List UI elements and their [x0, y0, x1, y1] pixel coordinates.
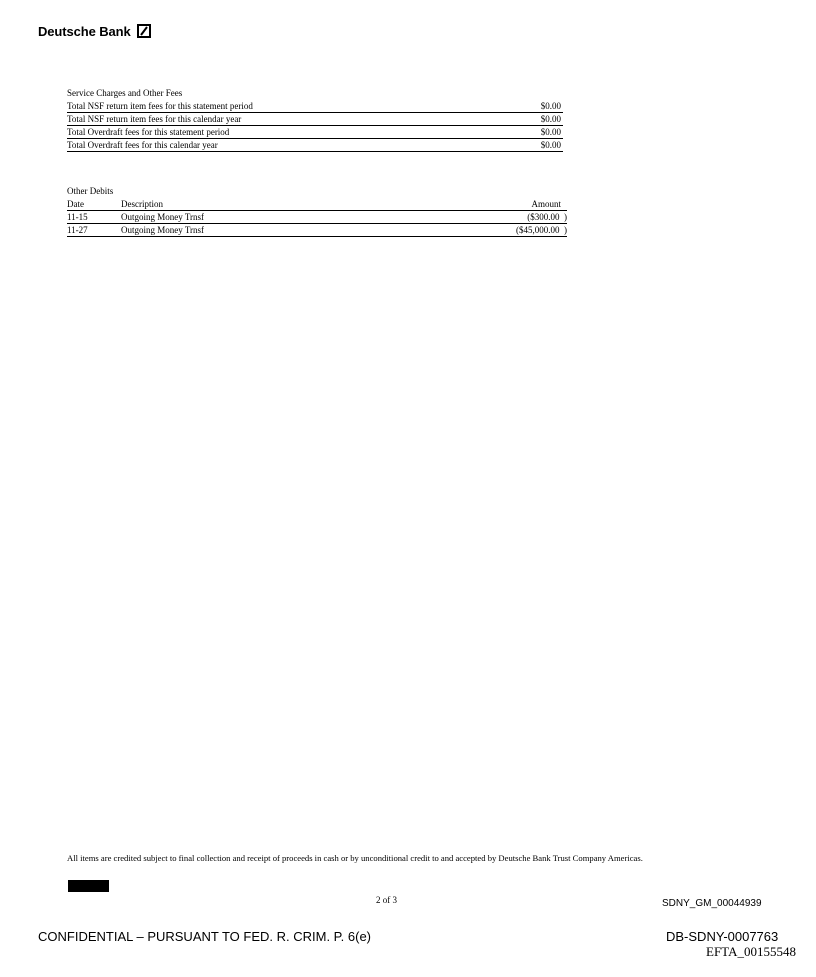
fee-label: Total Overdraft fees for this statement period	[67, 127, 230, 137]
bates-number: DB-SDNY-0007763	[666, 929, 779, 944]
fee-label: Total Overdraft fees for this calendar year	[67, 140, 218, 150]
disclaimer: All items are credited subject to final collection and receipt of proceeds in cash or by unconditional credit to and accepted by Deutsche Bank Trust Company Americas.	[67, 853, 643, 863]
fee-row	[67, 100, 563, 113]
fee-row	[67, 139, 563, 152]
fee-value: $0.00	[540, 127, 561, 137]
deutsche-bank-logo-icon	[137, 24, 151, 38]
debit-description: Outgoing Money Trnsf	[121, 212, 205, 222]
section-title: Other Debits	[67, 186, 114, 196]
fee-value: $0.00	[540, 140, 561, 150]
document-id: SDNY_GM_00044939	[662, 898, 762, 909]
fee-value: $0.00	[540, 114, 561, 124]
fee-label: Total NSF return item fees for this calendar year	[67, 114, 242, 124]
debit-amount: ($45,000.00 )	[516, 225, 567, 235]
confidential-notice: CONFIDENTIAL – PURSUANT TO FED. R. CRIM. P. 6(e)	[38, 929, 372, 944]
fee-value: $0.00	[540, 101, 561, 111]
table-header	[67, 198, 567, 211]
column-header-description: Description	[121, 199, 163, 209]
fee-row	[67, 126, 563, 139]
debit-amount: ($300.00 )	[527, 212, 567, 222]
table-row	[67, 224, 567, 237]
page-number: 2 of 3	[376, 895, 397, 905]
other-debits-section	[67, 185, 567, 237]
column-header-amount: Amount	[531, 199, 561, 209]
debit-date: 11-15	[67, 212, 88, 222]
debit-date: 11-27	[67, 225, 88, 235]
fee-label: Total NSF return item fees for this statement period	[67, 101, 253, 111]
section-title: Service Charges and Other Fees	[67, 88, 183, 98]
service-charges-section	[67, 87, 563, 152]
debit-description: Outgoing Money Trnsf	[121, 225, 205, 235]
header	[38, 24, 151, 39]
column-header-date: Date	[67, 199, 84, 209]
table-row	[67, 211, 567, 224]
bank-name: Deutsche Bank	[38, 24, 131, 39]
fee-row	[67, 113, 563, 126]
redaction-block	[68, 880, 109, 892]
efta-number: EFTA_00155548	[706, 944, 796, 959]
